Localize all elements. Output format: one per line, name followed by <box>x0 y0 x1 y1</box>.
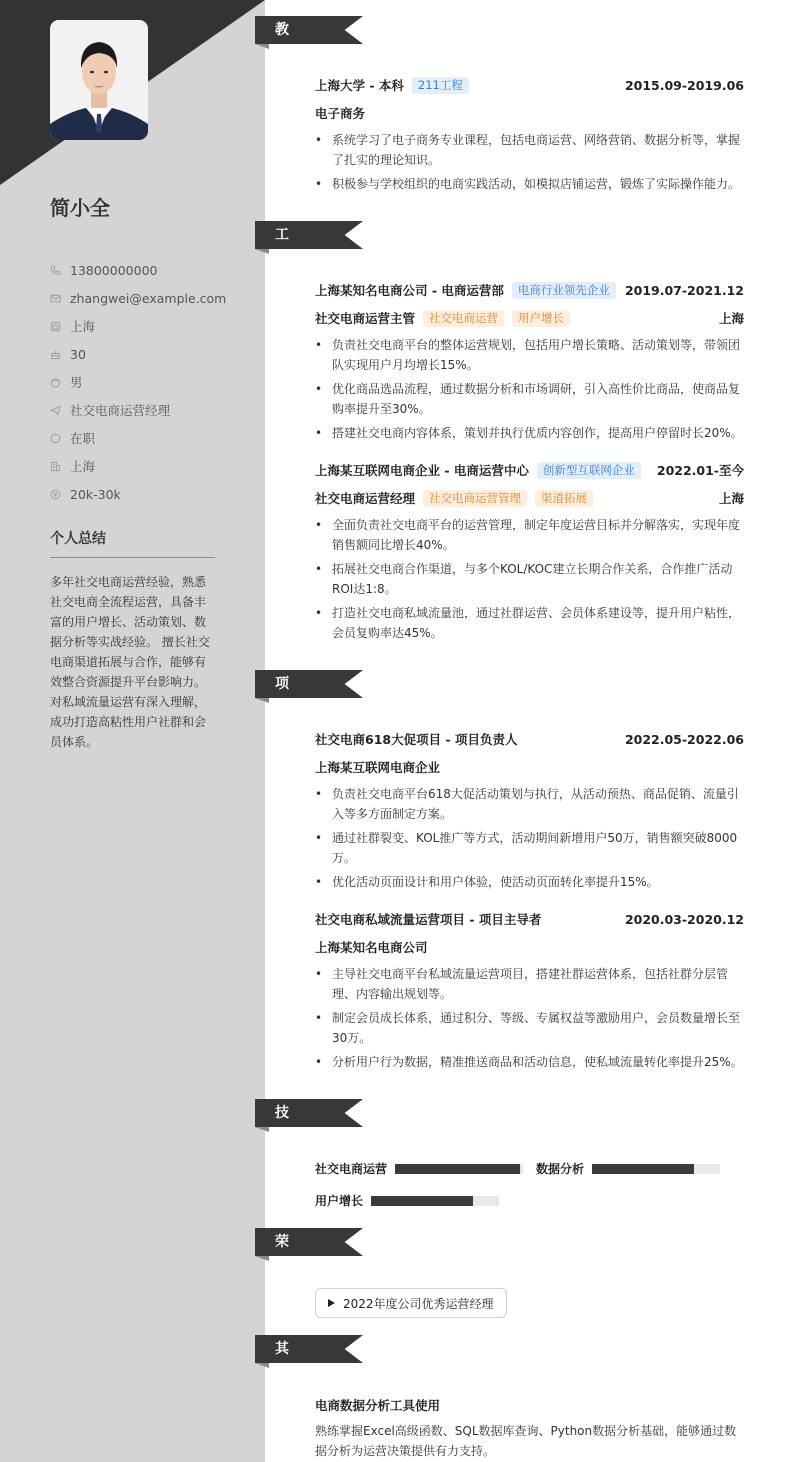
education-major: 电子商务 <box>315 106 366 121</box>
skill-name: 用户增长 <box>315 1194 364 1208</box>
skill-level-fill <box>371 1196 473 1206</box>
job-title: 社交电商运营主管 <box>315 311 416 326</box>
phone-icon <box>50 265 61 276</box>
info-position <box>50 396 240 424</box>
city-icon <box>50 461 61 472</box>
award-item[interactable] <box>315 1288 507 1318</box>
list-item: • 搭建社交电商内容体系，策划并执行优质内容创作，提高用户停留时长20%。 <box>315 423 744 443</box>
project-1-bullets <box>315 784 744 896</box>
other-text: 熟练掌握Excel高级函数、SQL数据库查询、Python数据分析基础，能够通过数据分析为运营决策提供有力支持。 <box>315 1424 737 1458</box>
list-item: • 积极参与学校组织的电商实践活动，如模拟店铺运营，锻炼了实际操作能力。 <box>315 174 744 194</box>
list-item: • 优化活动页面设计和用户体验，使活动页面转化率提升15%。 <box>315 872 744 892</box>
other-title: 电商数据分析工具使用 <box>315 1398 441 1413</box>
project-2-header <box>315 910 744 928</box>
list-item: • 分析用户行为数据，精准推送商品和活动信息，使私域流量转化率提升25%。 <box>315 1052 744 1072</box>
project-org: 上海某互联网电商企业 <box>315 760 441 775</box>
profile-photo <box>50 20 148 140</box>
skill-level-fill <box>592 1164 694 1174</box>
company-tag: 电商行业领先企业 <box>512 282 616 299</box>
list-item: • 优化商品选品流程，通过数据分析和市场调研，引入高性价比商品，使商品复购率提升至30%。 <box>315 379 744 419</box>
education-date: 2015.09-2019.06 <box>624 77 744 93</box>
education-header <box>315 76 744 94</box>
info-phone-text: 13800000000 <box>70 262 158 278</box>
work-1-bullets <box>315 335 744 447</box>
profile-name: 简小全 <box>50 196 110 220</box>
work-city: 上海 <box>718 311 744 326</box>
job-title: 社交电商运营经理 <box>315 491 416 506</box>
section-title: 荣誉奖项 <box>275 1234 289 1334</box>
list-item: • 负责社交电商平台618大促活动策划与执行，从活动预热、商品促销、流量引入等多方面制定方案。 <box>315 784 744 824</box>
company-name: 上海某互联网电商企业 - 电商运营中心 <box>315 463 529 478</box>
info-status <box>50 424 240 452</box>
info-position-text: 社交电商运营经理 <box>70 403 171 418</box>
list-item: • 拓展社交电商合作渠道，与多个KOL/KOC建立长期合作关系，合作推广活动ROI达1:8。 <box>315 559 744 599</box>
work-1-header <box>315 281 744 299</box>
award-text: 2022年度公司优秀运营经理 <box>343 1296 494 1311</box>
info-age-text: 30 <box>70 346 86 362</box>
list-item: • 主导社交电商平台私域流量运营项目，搭建社群运营体系，包括社群分层管理、内容输出规划等。 <box>315 964 744 1004</box>
skill-item <box>536 1160 720 1177</box>
section-title: 其他信息 <box>275 1341 289 1441</box>
position-icon <box>50 405 61 416</box>
skill-item <box>315 1160 523 1177</box>
skill-level-fill <box>395 1164 520 1174</box>
work-2-header <box>315 461 744 479</box>
work-1-role <box>315 309 744 327</box>
section-title: 工作经历 <box>275 227 289 327</box>
home-icon <box>50 321 61 332</box>
gender-icon <box>50 377 61 388</box>
skill-item <box>315 1192 499 1209</box>
project-date: 2022.05-2022.06 <box>624 731 744 747</box>
list-item: • 全面负责社交电商平台的运营管理，制定年度运营目标并分解落实，实现年度销售额同比增长40%。 <box>315 515 744 555</box>
summary-title: 个人总结 <box>50 528 215 558</box>
info-salary-text: 20k-30k <box>70 486 121 502</box>
info-phone <box>50 256 240 284</box>
age-icon <box>50 349 61 360</box>
skill-tag: 用户增长 <box>512 310 570 327</box>
section-title: 项目经历 <box>275 676 289 776</box>
work-2-role <box>315 489 744 507</box>
info-email-text: zhangwei@example.com <box>70 290 227 306</box>
list-item: • 负责社交电商平台的整体运营规划，包括用户增长策略、活动策划等，带领团队实现用户月均增长15%。 <box>315 335 744 375</box>
skill-level-bar <box>395 1164 523 1174</box>
info-gender <box>50 368 240 396</box>
info-email <box>50 284 240 312</box>
skill-level-bar <box>592 1164 720 1174</box>
info-city-text: 上海 <box>70 459 96 474</box>
salary-icon <box>50 489 61 500</box>
section-title: 教育经历 <box>275 22 289 122</box>
skill-name: 社交电商运营 <box>315 1162 388 1176</box>
list-item: • 打造社交电商私域流量池，通过社群运营、会员体系建设等，提升用户粘性，会员复购率达45%。 <box>315 603 744 643</box>
summary-text: 多年社交电商运营经验，熟悉社交电商全流程运营，具备丰富的用户增长、活动策划、数据分析等实战经验。 擅长社交电商渠道拓展与合作，能够有效整合资源提升平台影响力。对私域流量运营有深入理解，成功打造高粘性用户社群和会员体系。 <box>50 575 210 749</box>
skill-tag: 社交电商运营管理 <box>423 490 527 507</box>
info-home-text: 上海 <box>70 319 96 334</box>
skill-tag: 社交电商运营 <box>423 310 504 327</box>
project-date: 2020.03-2020.12 <box>624 911 744 927</box>
info-gender-text: 男 <box>70 375 83 390</box>
info-status-text: 在职 <box>70 431 96 446</box>
section-title: 技能专长 <box>275 1105 289 1205</box>
status-icon <box>50 433 61 444</box>
work-date: 2022.01-至今 <box>656 463 744 478</box>
skill-tag: 渠道拓展 <box>535 490 593 507</box>
education-bullets <box>315 130 744 198</box>
school-tag: 211工程 <box>412 77 469 94</box>
list-item: • 系统学习了电子商务专业课程，包括电商运营、网络营销、数据分析等，掌握了扎实的理论知识。 <box>315 130 744 170</box>
project-2-bullets <box>315 964 744 1076</box>
info-city <box>50 452 240 480</box>
mail-icon <box>50 293 61 304</box>
project-name: 社交电商618大促项目 - 项目负责人 <box>315 732 518 747</box>
school-name: 上海大学 - 本科 <box>315 78 404 93</box>
project-1-header <box>315 730 744 748</box>
skill-name: 数据分析 <box>536 1162 585 1176</box>
info-age <box>50 340 240 368</box>
work-city: 上海 <box>718 491 744 506</box>
company-tag: 创新型互联网企业 <box>537 462 641 479</box>
company-name: 上海某知名电商公司 - 电商运营部 <box>315 283 504 298</box>
list-item: • 通过社群裂变、KOL推广等方式，活动期间新增用户50万，销售额突破8000万。 <box>315 828 744 868</box>
info-salary <box>50 480 240 508</box>
contact-info <box>50 256 240 508</box>
list-item: • 制定会员成长体系，通过积分、等级、专属权益等激励用户，会员数量增长至30万。 <box>315 1008 744 1048</box>
project-name: 社交电商私域流量运营项目 - 项目主导者 <box>315 912 542 927</box>
play-icon <box>328 1299 335 1307</box>
info-home <box>50 312 240 340</box>
project-org: 上海某知名电商公司 <box>315 940 428 955</box>
skill-level-bar <box>371 1196 499 1206</box>
sidebar <box>0 0 265 1462</box>
work-date: 2019.07-2021.12 <box>624 282 744 298</box>
work-2-bullets <box>315 515 744 647</box>
